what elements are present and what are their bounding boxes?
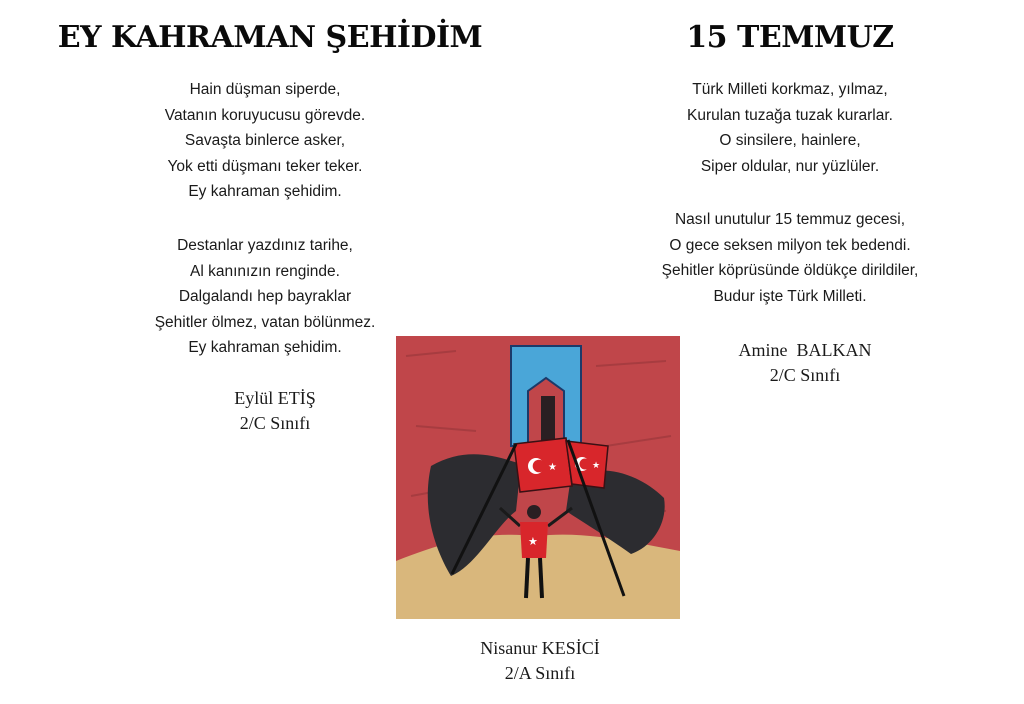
verse-line: Ey kahraman şehidim. bbox=[188, 183, 342, 200]
verse-line: Nasıl unutulur 15 temmuz gecesi, bbox=[674, 211, 906, 228]
verse-line: Dalgalandı hep bayraklar bbox=[178, 288, 352, 305]
figure-leg-left bbox=[526, 558, 528, 598]
crescent-cutout bbox=[580, 459, 591, 470]
verse-line: O sinsilere, hainlere, bbox=[719, 132, 861, 149]
verse-line: Şehitler köprüsünde öldükçe dirildiler, bbox=[661, 262, 919, 279]
poem-right-stanza-2 bbox=[590, 207, 990, 309]
author-name: Nisanur KESİCİ bbox=[480, 638, 600, 658]
poem-right-title: 15 TEMMUZ bbox=[686, 20, 894, 55]
figure-leg-right bbox=[540, 558, 542, 598]
author-name: Amine BALKAN bbox=[738, 340, 872, 360]
verse-line: Yok etti düşmanı teker teker. bbox=[167, 157, 363, 175]
verse-line: Al kanınızın renginde. bbox=[190, 262, 340, 280]
verse-line: Şehitler ölmez, vatan bölünmez. bbox=[154, 313, 376, 331]
verse-line: Vatanın koruyucusu görevde. bbox=[164, 106, 366, 124]
verse-line: Destanlar yazdınız tarihe, bbox=[177, 237, 353, 254]
poem-left-stanza-1 bbox=[60, 77, 470, 205]
verse-line: O gece seksen milyon tek bedendi. bbox=[669, 236, 911, 254]
verse-line: Hain düşman siperde, bbox=[189, 81, 341, 98]
author-class: 2/C Sınıfı bbox=[239, 413, 311, 433]
verse-line: Kurulan tuzağa tuzak kurarlar. bbox=[687, 106, 893, 124]
verse-line: Savaşta binlerce asker, bbox=[184, 132, 346, 149]
verse-line: Siper oldular, nur yüzlüler. bbox=[700, 157, 880, 175]
martyrs-monument-flags-drawing bbox=[396, 336, 680, 619]
star-icon: ★ bbox=[528, 535, 538, 548]
poem-right-author bbox=[690, 338, 920, 388]
verse-line: Türk Milleti korkmaz, yılmaz, bbox=[692, 81, 888, 98]
poem-right-stanza-1 bbox=[590, 77, 990, 179]
drawing-author bbox=[420, 636, 660, 686]
verse-line: Ey kahraman şehidim. bbox=[188, 339, 342, 356]
author-name: Eylül ETİŞ bbox=[234, 388, 316, 408]
poem-left-author bbox=[160, 386, 390, 436]
star-icon: ★ bbox=[592, 461, 601, 471]
poem-left-title: EY KAHRAMAN ŞEHİDİM bbox=[57, 20, 483, 55]
author-class: 2/C Sınıfı bbox=[769, 365, 841, 385]
figure-head bbox=[527, 505, 541, 519]
author-class: 2/A Sınıfı bbox=[504, 663, 576, 683]
crescent-cutout bbox=[533, 460, 546, 473]
verse-line: Budur işte Türk Milleti. bbox=[713, 287, 867, 305]
star-icon: ★ bbox=[548, 462, 557, 473]
